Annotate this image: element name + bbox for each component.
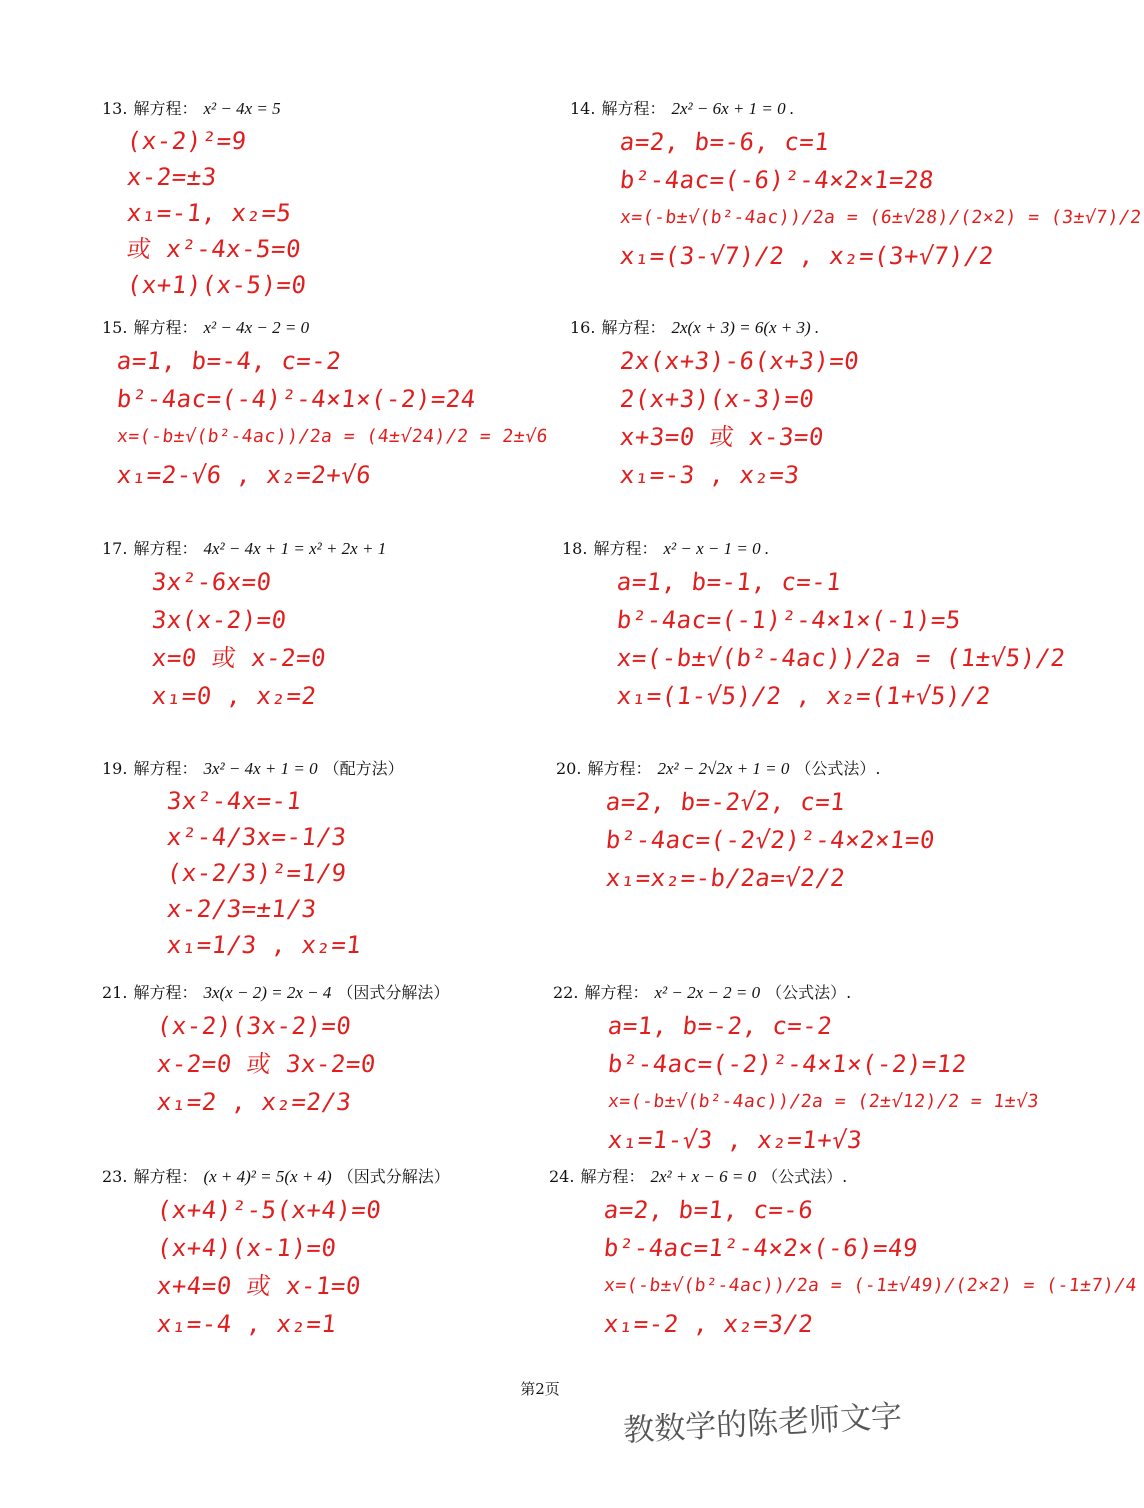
problem-header (556, 756, 1056, 779)
solution-step: x₁=0 , x₂=2 (150, 682, 318, 710)
solution-step: a=1, b=-1, c=-1 (615, 568, 843, 596)
problem-equation: 3x² − 4x + 1 = 0 (203, 759, 318, 778)
problem-method: （公式法）. (762, 1167, 848, 1186)
problem-20 (556, 756, 1056, 897)
solution-step: x=(-b±√(b²-4ac))/2a = (4±√24)/2 = 2±√6 (115, 426, 549, 447)
problem-header (570, 315, 1070, 338)
problem-14 (570, 96, 1143, 275)
problem-equation: x² − 4x − 2 = 0 (203, 318, 310, 337)
problem-16 (570, 315, 1070, 494)
handwritten-solution (102, 1191, 602, 1343)
solution-step: a=2, b=-6, c=1 (618, 128, 831, 156)
problem-number: 19. (102, 759, 128, 778)
problem-number: 17. (102, 539, 128, 558)
solution-step: b²-4ac=1²-4×2×(-6)=49 (602, 1234, 920, 1262)
problem-number: 15. (102, 318, 128, 337)
problem-15 (102, 315, 602, 494)
problem-number: 23. (102, 1167, 128, 1186)
problem-number: 14. (570, 99, 596, 118)
solution-step: x₁=1/3 , x₂=1 (165, 931, 363, 959)
solution-step: b²-4ac=(-2)²-4×1×(-2)=12 (606, 1050, 969, 1078)
problem-18 (562, 536, 1067, 715)
problem-23 (102, 1164, 602, 1343)
solution-step: (x-2/3)²=1/9 (165, 859, 348, 887)
problem-method: （配方法） (323, 759, 404, 778)
problem-number: 16. (570, 318, 596, 337)
problem-label: 解方程： (584, 983, 649, 1002)
problem-21 (102, 980, 602, 1121)
problem-label: 解方程： (133, 99, 198, 118)
handwritten-solution (570, 342, 1070, 494)
problem-equation: 2x² − 2√2x + 1 = 0 (657, 759, 790, 778)
problem-label: 解方程： (593, 539, 658, 558)
problem-equation: 2x² + x − 6 = 0 (650, 1167, 757, 1186)
handwritten-solution (102, 563, 602, 715)
solution-step: x+3=0 或 x-3=0 (618, 423, 826, 451)
solution-step: a=2, b=-2√2, c=1 (604, 788, 847, 816)
problem-label: 解方程： (601, 99, 666, 118)
problem-label: 解方程： (133, 539, 198, 558)
handwritten-solution (570, 123, 1143, 275)
solution-step: 或 x²-4x-5=0 (125, 235, 303, 263)
solution-step: x₁=2 , x₂=2/3 (155, 1088, 353, 1116)
problem-header (102, 980, 602, 1003)
problem-number: 22. (553, 983, 579, 1002)
problem-header (562, 536, 1062, 559)
problem-equation: x² − 2x − 2 = 0 (654, 983, 761, 1002)
problem-24 (549, 1164, 1138, 1343)
solution-step: (x+1)(x-5)=0 (125, 271, 308, 299)
solution-step: x-2=±3 (125, 163, 219, 191)
solution-step: x=(-b±√(b²-4ac))/2a = (2±√12)/2 = 1±√3 (606, 1091, 1040, 1112)
problem-method: （公式法）. (766, 983, 852, 1002)
handwritten-solution (102, 1007, 602, 1121)
problem-label: 解方程： (133, 1167, 198, 1186)
solution-step: x₁=(3-√7)/2 , x₂=(3+√7)/2 (618, 242, 996, 270)
problem-19 (102, 756, 602, 963)
problem-header (102, 756, 602, 779)
problem-equation: x² − x − 1 = 0 . (663, 539, 770, 558)
problem-label: 解方程： (133, 983, 198, 1002)
problem-header (102, 315, 602, 338)
solution-step: (x+4)²-5(x+4)=0 (155, 1196, 383, 1224)
problem-header (102, 536, 602, 559)
solution-step: x=(-b±√(b²-4ac))/2a = (6±√28)/(2×2) = (3±√7)/2 (618, 207, 1143, 228)
solution-step: x₁=(1-√5)/2 , x₂=(1+√5)/2 (615, 682, 993, 710)
handwritten-solution (549, 1191, 1138, 1343)
problem-method: （公式法）. (795, 759, 881, 778)
solution-step: x=0 或 x-2=0 (150, 644, 328, 672)
solution-step: x²-4/3x=-1/3 (165, 823, 348, 851)
problem-label: 解方程： (601, 318, 666, 337)
solution-step: b²-4ac=(-2√2)²-4×2×1=0 (604, 826, 937, 854)
solution-step: x₁=-1, x₂=5 (125, 199, 293, 227)
problem-equation: 2x² − 6x + 1 = 0 . (671, 99, 795, 118)
problem-header (549, 1164, 1049, 1187)
problem-header (570, 96, 1070, 119)
solution-step: (x-2)²=9 (125, 127, 249, 155)
problem-equation: 2x(x + 3) = 6(x + 3) . (671, 318, 820, 337)
problem-equation: 3x(x − 2) = 2x − 4 (203, 983, 332, 1002)
problem-17 (102, 536, 602, 715)
page-number: 第2页 (520, 1380, 560, 1398)
solution-step: x-2=0 或 3x-2=0 (155, 1050, 378, 1078)
problem-number: 21. (102, 983, 128, 1002)
solution-step: (x-2)(3x-2)=0 (155, 1012, 353, 1040)
handwritten-solution (553, 1007, 1053, 1159)
solution-step: (x+4)(x-1)=0 (155, 1234, 338, 1262)
solution-step: x₁=2-√6 , x₂=2+√6 (115, 461, 373, 489)
problem-label: 解方程： (133, 318, 198, 337)
solution-step: 2x(x+3)-6(x+3)=0 (618, 347, 861, 375)
problem-label: 解方程： (587, 759, 652, 778)
problem-number: 13. (102, 99, 128, 118)
problem-number: 24. (549, 1167, 575, 1186)
problem-method: （因式分解法） (337, 1167, 450, 1186)
problem-number: 20. (556, 759, 582, 778)
problem-label: 解方程： (133, 759, 198, 778)
solution-step: x₁=-3 , x₂=3 (618, 461, 801, 489)
problem-header (553, 980, 1053, 1003)
solution-step: 3x(x-2)=0 (150, 606, 289, 634)
problem-13 (102, 96, 602, 303)
handwritten-solution (562, 563, 1067, 715)
problem-number: 18. (562, 539, 588, 558)
solution-step: a=1, b=-2, c=-2 (606, 1012, 834, 1040)
problem-header (102, 1164, 602, 1187)
solution-step: 2(x+3)(x-3)=0 (618, 385, 816, 413)
problem-header (102, 96, 602, 119)
watermark: 教数学的陈老师文字 (622, 1398, 903, 1449)
problem-22 (553, 980, 1053, 1159)
problem-method: （因式分解法） (337, 983, 450, 1002)
problem-equation: 4x² − 4x + 1 = x² + 2x + 1 (203, 539, 387, 558)
solution-step: 3x²-6x=0 (150, 568, 274, 596)
handwritten-solution (556, 783, 1056, 897)
solution-step: x+4=0 或 x-1=0 (155, 1272, 363, 1300)
solution-step: x₁=1-√3 , x₂=1+√3 (606, 1126, 864, 1154)
solution-step: x₁=-2 , x₂=3/2 (602, 1310, 815, 1338)
handwritten-solution (102, 342, 602, 494)
solution-step: 3x²-4x=-1 (165, 787, 304, 815)
solution-step: b²-4ac=(-4)²-4×1×(-2)=24 (115, 385, 478, 413)
solution-step: a=2, b=1, c=-6 (602, 1196, 815, 1224)
solution-step: x-2/3=±1/3 (165, 895, 318, 923)
handwritten-solution (102, 123, 602, 303)
problem-label: 解方程： (580, 1167, 645, 1186)
solution-step: a=1, b=-4, c=-2 (115, 347, 343, 375)
solution-step: x=(-b±√(b²-4ac))/2a = (1±√5)/2 (615, 644, 1067, 672)
solution-step: x₁=-4 , x₂=1 (155, 1310, 338, 1338)
problem-equation: x² − 4x = 5 (203, 99, 281, 118)
solution-step: x₁=x₂=-b/2a=√2/2 (604, 864, 847, 892)
problem-equation: (x + 4)² = 5(x + 4) (203, 1167, 332, 1186)
solution-step: b²-4ac=(-1)²-4×1×(-1)=5 (615, 606, 963, 634)
solution-step: b²-4ac=(-6)²-4×2×1=28 (618, 166, 936, 194)
handwritten-solution (102, 783, 602, 963)
solution-step: x=(-b±√(b²-4ac))/2a = (-1±√49)/(2×2) = (-1±7)/4 (602, 1275, 1138, 1296)
